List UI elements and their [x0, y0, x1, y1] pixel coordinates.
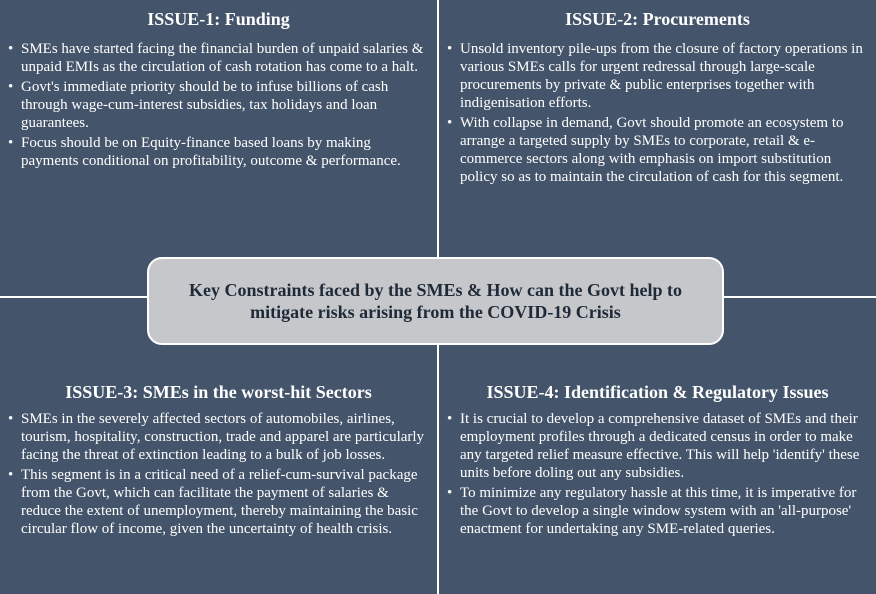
issue-4-bullets — [447, 410, 871, 540]
issue-1-title: ISSUE-1: Funding — [147, 9, 290, 29]
issue-2-bullet-2: • With collapse in demand, Govt should promote an ecosystem to arrange a targeted supply by SMEs to corporate, retail & e-commerce sectors along with emphasis on import substitution policy so as to maintain the circulation of cash for this segment. — [447, 114, 869, 186]
issue-4-title: ISSUE-4: Identification & Regulatory Issues — [486, 382, 829, 402]
issue-2-panel — [439, 0, 876, 296]
issue-3-bullets — [8, 410, 432, 540]
issue-1-bullet-3: • Focus should be on Equity-finance based loans by making payments conditional on profitability, outcome & performance. — [8, 134, 430, 170]
issue-2-bullet-1: • Unsold inventory pile-ups from the closure of factory operations in various SMEs calls for urgent redressal through large-scale procurements by private & public enterprises together with indigenisation efforts. — [447, 40, 869, 112]
issue-3-bullet-2: • This segment is in a critical need of a relief-cum-survival package from the Govt, which can facilitate the payment of salaries & reduce the extent of unemployment, thereby maintaining the basic circular flow of income, given the uncertainty of health crisis. — [8, 466, 432, 538]
issue-4-bullet-2: • To minimize any regulatory hassle at this time, it is imperative for the Govt to develop a single window system with an 'all-purpose' enactment for undertaking any SME-related queries. — [447, 484, 871, 538]
issue-2-bullets — [447, 40, 869, 188]
central-topic-text: Key Constraints faced by the SMEs & How can the Govt help to mitigate risks arising from the COVID-19 Crisis — [189, 280, 682, 322]
issue-3-bullet-1: • SMEs in the severely affected sectors of automobiles, airlines, tourism, hospitality, construction, trade and apparel are particularly facing the threat of extinction leading to a bulk of job losses. — [8, 410, 432, 464]
issue-2-title: ISSUE-2: Procurements — [565, 9, 750, 29]
issue-1-bullet-2: • Govt's immediate priority should be to infuse billions of cash through wage-cum-interest subsidies, tax holidays and loan guarantees. — [8, 78, 430, 132]
issue-1-panel — [0, 0, 437, 296]
issue-4-bullet-1: • It is crucial to develop a comprehensive dataset of SMEs and their employment profiles through a dedicated census in order to make any targeted relief measure effective. This will help 'identify' these units before doling out any subsidies. — [447, 410, 871, 482]
issue-1-bullet-1: • SMEs have started facing the financial burden of unpaid salaries & unpaid EMIs as the circulation of cash rotation has come to a halt. — [8, 40, 430, 76]
issue-3-title: ISSUE-3: SMEs in the worst-hit Sectors — [65, 382, 372, 402]
issue-1-bullets — [8, 40, 430, 172]
central-topic-box — [147, 257, 724, 345]
